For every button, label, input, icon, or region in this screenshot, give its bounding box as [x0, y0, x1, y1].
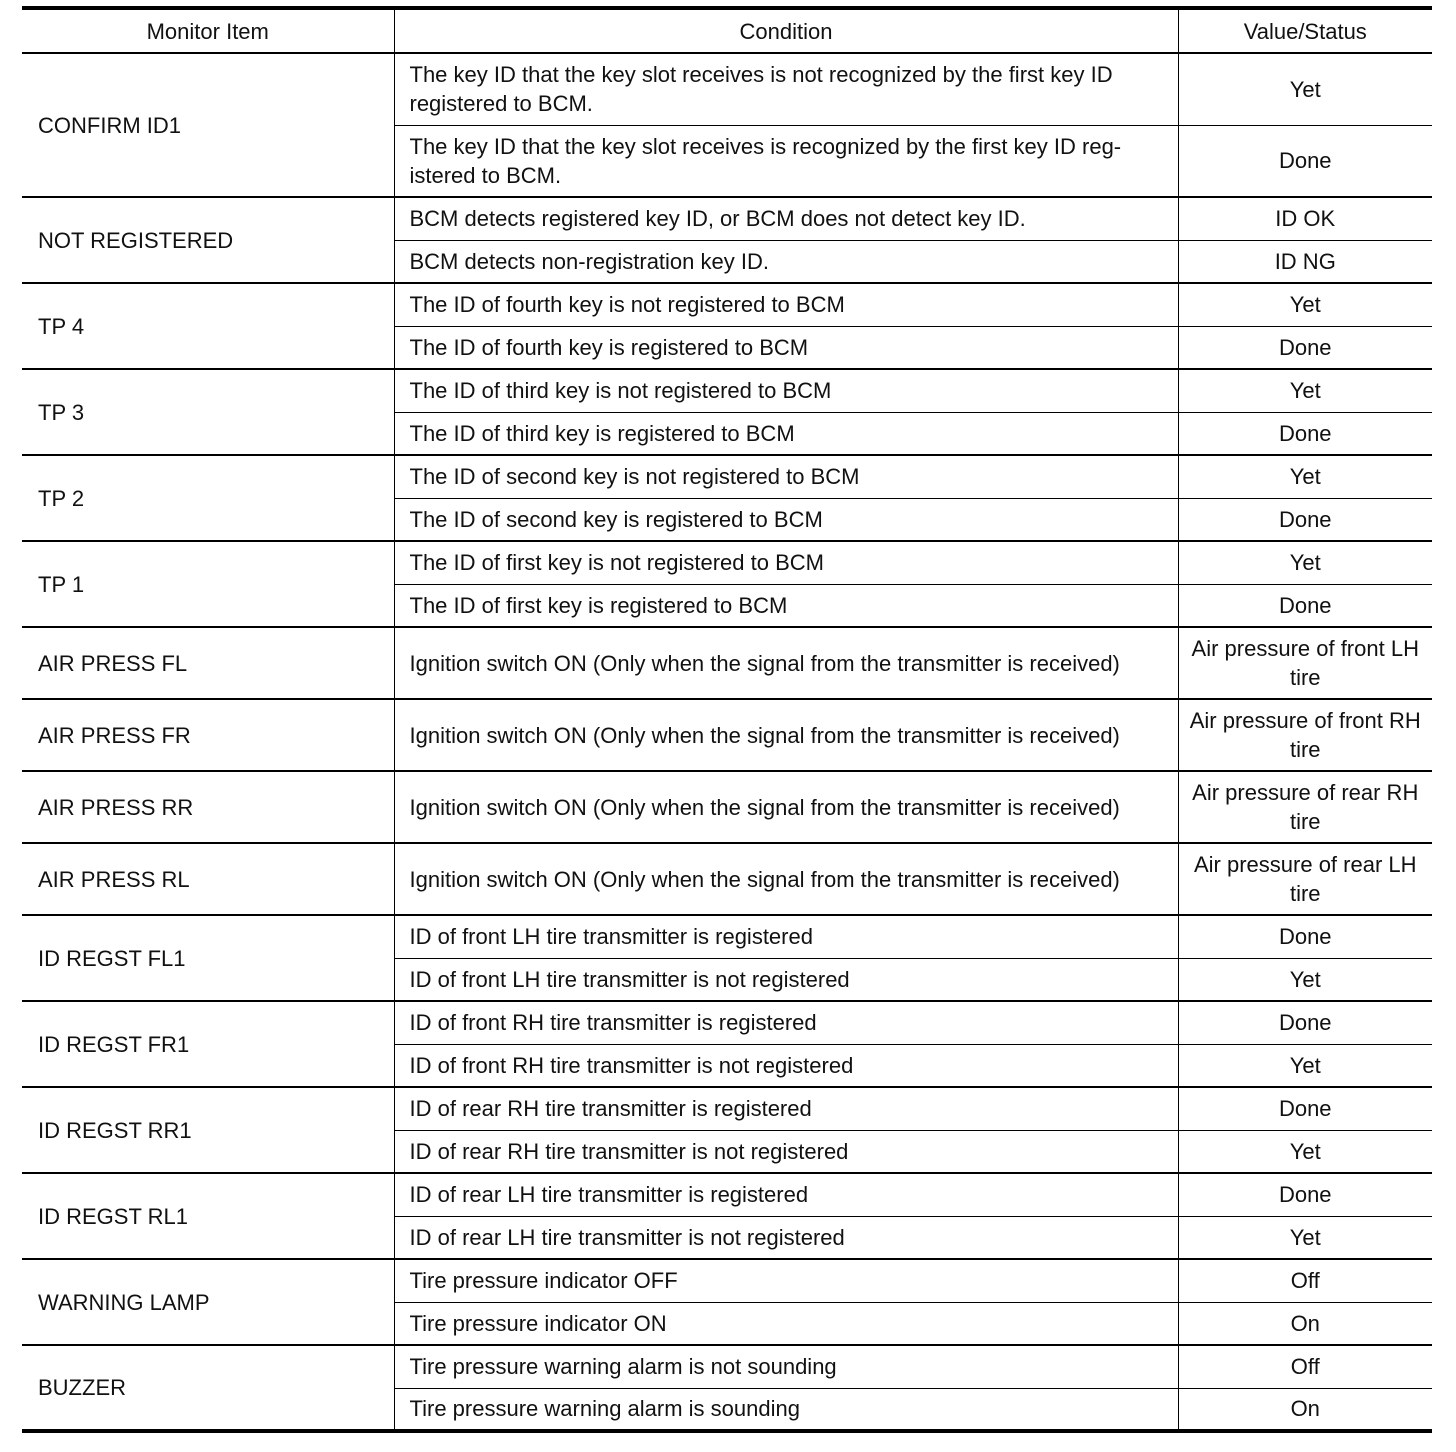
condition-cell: The ID of third key is not registered to BCM — [394, 369, 1178, 412]
monitor-table — [22, 6, 1432, 1433]
value-status-cell: Done — [1178, 1001, 1432, 1044]
monitor-item-cell: TP 2 — [22, 455, 394, 541]
value-status-cell: Yet — [1178, 455, 1432, 498]
value-status-cell: Done — [1178, 498, 1432, 541]
table-row — [22, 1345, 1432, 1388]
value-status-cell: Done — [1178, 412, 1432, 455]
value-status-cell: Air pressure of rear RH tire — [1178, 771, 1432, 843]
header-condition: Condition — [394, 8, 1178, 53]
table-row — [22, 915, 1432, 958]
condition-cell: The ID of first key is registered to BCM — [394, 584, 1178, 627]
value-status-cell: Yet — [1178, 283, 1432, 326]
condition-cell: The ID of third key is registered to BCM — [394, 412, 1178, 455]
condition-cell: Ignition switch ON (Only when the signal from the transmitter is received) — [394, 771, 1178, 843]
table-row — [22, 455, 1432, 498]
table-row — [22, 53, 1432, 125]
table-header — [22, 8, 1432, 53]
monitor-item-cell: BUZZER — [22, 1345, 394, 1431]
monitor-item-cell: NOT REGISTERED — [22, 197, 394, 283]
value-status-cell: Yet — [1178, 958, 1432, 1001]
table-row — [22, 369, 1432, 412]
table-row — [22, 699, 1432, 771]
table-row — [22, 1173, 1432, 1216]
condition-cell: ID of rear RH tire transmitter is registered — [394, 1087, 1178, 1130]
condition-cell: ID of front RH tire transmitter is registered — [394, 1001, 1178, 1044]
value-status-cell: Air pressure of front RH tire — [1178, 699, 1432, 771]
monitor-item-cell: AIR PRESS RL — [22, 843, 394, 915]
condition-cell: The ID of second key is not registered to BCM — [394, 455, 1178, 498]
monitor-item-cell: AIR PRESS FR — [22, 699, 394, 771]
monitor-item-cell: ID REGST FL1 — [22, 915, 394, 1001]
table-row — [22, 197, 1432, 240]
monitor-item-cell: AIR PRESS RR — [22, 771, 394, 843]
table-row — [22, 283, 1432, 326]
table-row — [22, 1087, 1432, 1130]
table-row — [22, 1259, 1432, 1302]
monitor-item-cell: ID REGST FR1 — [22, 1001, 394, 1087]
monitor-item-cell: TP 1 — [22, 541, 394, 627]
monitor-item-cell: ID REGST RR1 — [22, 1087, 394, 1173]
value-status-cell: Yet — [1178, 1130, 1432, 1173]
condition-cell: ID of front LH tire transmitter is registered — [394, 915, 1178, 958]
condition-cell: Tire pressure warning alarm is not sounding — [394, 1345, 1178, 1388]
condition-cell: The ID of second key is registered to BCM — [394, 498, 1178, 541]
value-status-cell: Done — [1178, 125, 1432, 197]
table-body — [22, 53, 1432, 1431]
value-status-cell: Yet — [1178, 1216, 1432, 1259]
condition-cell: ID of rear LH tire transmitter is not registered — [394, 1216, 1178, 1259]
table-row — [22, 843, 1432, 915]
condition-cell: Ignition switch ON (Only when the signal from the transmitter is received) — [394, 627, 1178, 699]
header-row — [22, 8, 1432, 53]
value-status-cell: Air pressure of rear LH tire — [1178, 843, 1432, 915]
monitor-item-cell: ID REGST RL1 — [22, 1173, 394, 1259]
condition-cell: Tire pressure warning alarm is sounding — [394, 1388, 1178, 1431]
monitor-item-cell: AIR PRESS FL — [22, 627, 394, 699]
table-row — [22, 541, 1432, 584]
value-status-cell: Off — [1178, 1345, 1432, 1388]
condition-cell: BCM detects non-registration key ID. — [394, 240, 1178, 283]
table-row — [22, 627, 1432, 699]
value-status-cell: Yet — [1178, 1044, 1432, 1087]
value-status-cell: Off — [1178, 1259, 1432, 1302]
monitor-item-cell: CONFIRM ID1 — [22, 53, 394, 197]
condition-cell: ID of rear RH tire transmitter is not registered — [394, 1130, 1178, 1173]
value-status-cell: On — [1178, 1388, 1432, 1431]
value-status-cell: Done — [1178, 1087, 1432, 1130]
value-status-cell: ID NG — [1178, 240, 1432, 283]
value-status-cell: ID OK — [1178, 197, 1432, 240]
value-status-cell: Done — [1178, 1173, 1432, 1216]
value-status-cell: Air pressure of front LH tire — [1178, 627, 1432, 699]
condition-cell: ID of rear LH tire transmitter is registered — [394, 1173, 1178, 1216]
value-status-cell: Yet — [1178, 541, 1432, 584]
value-status-cell: Done — [1178, 915, 1432, 958]
monitor-item-cell: TP 4 — [22, 283, 394, 369]
value-status-cell: Yet — [1178, 53, 1432, 125]
condition-cell: The key ID that the key slot receives is not recognized by the first key ID registered to BCM. — [394, 53, 1178, 125]
condition-cell: Ignition switch ON (Only when the signal from the transmitter is received) — [394, 699, 1178, 771]
condition-cell: The ID of fourth key is not registered to BCM — [394, 283, 1178, 326]
condition-cell: ID of front LH tire transmitter is not registered — [394, 958, 1178, 1001]
condition-cell: ID of front RH tire transmitter is not registered — [394, 1044, 1178, 1087]
condition-cell: The ID of first key is not registered to BCM — [394, 541, 1178, 584]
monitor-item-cell: TP 3 — [22, 369, 394, 455]
condition-cell: Ignition switch ON (Only when the signal from the transmitter is received) — [394, 843, 1178, 915]
condition-cell: The ID of fourth key is registered to BCM — [394, 326, 1178, 369]
condition-cell: The key ID that the key slot receives is recognized by the first key ID reg-istered to BCM. — [394, 125, 1178, 197]
table-row — [22, 1001, 1432, 1044]
condition-cell: Tire pressure indicator ON — [394, 1302, 1178, 1345]
value-status-cell: Done — [1178, 584, 1432, 627]
monitor-item-cell: WARNING LAMP — [22, 1259, 394, 1345]
value-status-cell: Done — [1178, 326, 1432, 369]
condition-cell: Tire pressure indicator OFF — [394, 1259, 1178, 1302]
value-status-cell: On — [1178, 1302, 1432, 1345]
table-row — [22, 771, 1432, 843]
header-monitor-item: Monitor Item — [22, 8, 394, 53]
condition-cell: BCM detects registered key ID, or BCM does not detect key ID. — [394, 197, 1178, 240]
value-status-cell: Yet — [1178, 369, 1432, 412]
header-value-status: Value/Status — [1178, 8, 1432, 53]
